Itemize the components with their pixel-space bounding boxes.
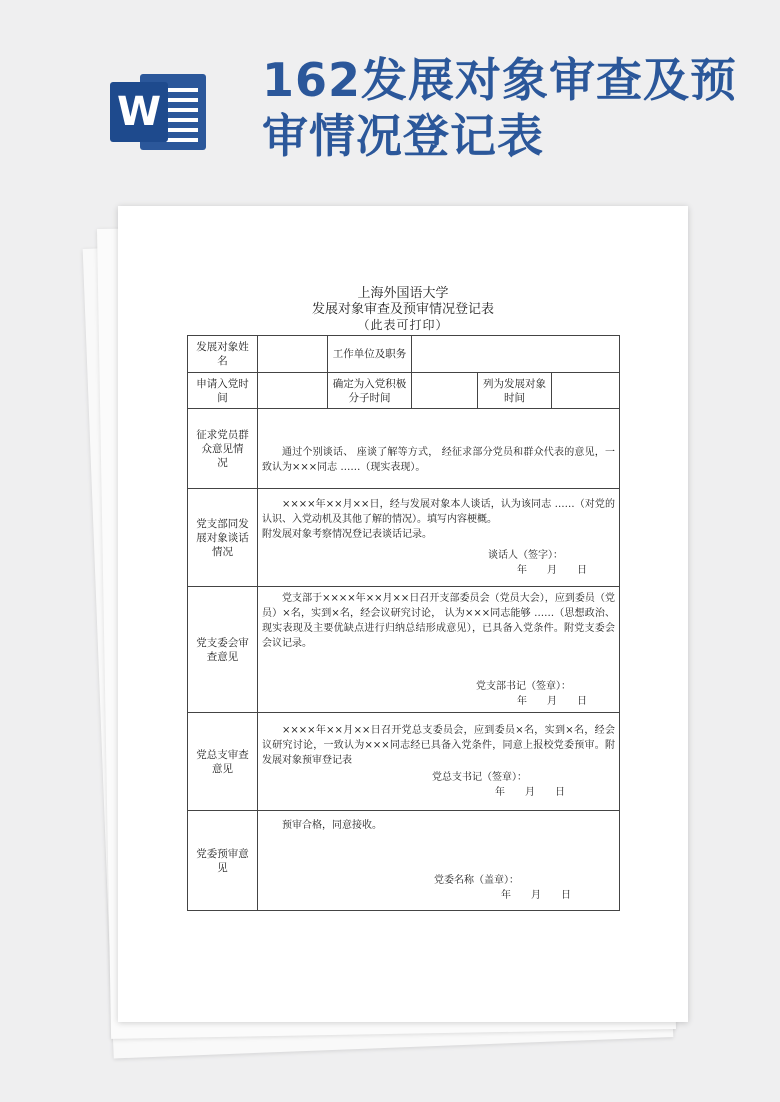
- apply-time-label: 申请入党时间: [188, 373, 258, 409]
- word-letter: W: [110, 82, 168, 142]
- talk-content: [258, 489, 620, 587]
- general-signature: 党总支书记（签章）：: [432, 772, 527, 783]
- school-name: 上海外国语大学: [357, 286, 449, 301]
- talk-text: ××××年××月××日，经与发展对象本人谈话，认为该同志 ……（对党的认识、入党动机及其他了解的情况）。填写内容梗概。: [262, 499, 615, 525]
- work-value: [412, 336, 620, 373]
- form-row-committee: [188, 811, 620, 911]
- committee-text: 预审合格，同意接收。: [282, 820, 382, 831]
- committee-date: 年 月 日: [501, 890, 571, 901]
- print-note: （此表可打印）: [357, 318, 449, 332]
- opinion-content: [258, 409, 620, 489]
- document-page: [118, 206, 688, 1022]
- general-content: [258, 713, 620, 811]
- word-document-icon: [110, 68, 210, 154]
- registration-form: [187, 335, 620, 911]
- general-date: 年 月 日: [495, 787, 565, 798]
- talk-signature: 谈话人（签字）：: [488, 550, 563, 561]
- general-text: ××××年××月××日召开党总支委员会，应到委员×名，实到×名，经会议研究讨论，一致认为×××同志经已具备入党条件，同意上报校党委预审。附发展对象预审登记表: [262, 725, 615, 766]
- development-time-value: [552, 373, 620, 409]
- form-row-branch: [188, 587, 620, 713]
- talk-date: 年 月 日: [517, 565, 587, 576]
- opinion-text: 通过个别谈话、 座谈了解等方式， 经征求部分党员和群众代表的意见，一致认为×××同志 ……（现实表现）。: [262, 446, 615, 473]
- branch-text: 党支部于××××年××月××日召开支部委员会（党员大会），应到委员（党员）×名，实到×名，经会议研究讨论， 认为×××同志能够 ……（思想政治、现实表现及主要优缺点进行归纳总结形成意见），已具备入党条件。附党支委会会议记录。: [262, 592, 615, 649]
- branch-date: 年 月 日: [517, 695, 587, 707]
- activist-time-label: 确定为入党积极分子时间: [328, 373, 412, 409]
- form-row-name: [188, 336, 620, 373]
- form-row-general: [188, 713, 620, 811]
- form-row-opinion: [188, 409, 620, 489]
- form-row-talk: [188, 489, 620, 587]
- committee-signature: 党委名称（盖章）：: [434, 875, 519, 886]
- work-label: 工作单位及职务: [328, 336, 412, 373]
- opinion-label: 征求党员群众意见情 况: [188, 409, 258, 489]
- banner-title: 162发展对象审查及预审情况登记表: [262, 53, 738, 163]
- committee-label: 党委预审意见: [188, 811, 258, 911]
- talk-label: 党支部同发展对象谈话情况: [188, 489, 258, 587]
- branch-content: [258, 587, 620, 713]
- branch-signature: 党支部书记（签章）：: [476, 680, 571, 692]
- general-label: 党总支审查意见: [188, 713, 258, 811]
- form-row-dates: [188, 373, 620, 409]
- talk-attachment: 附发展对象考察情况登记表谈话记录。: [262, 529, 432, 540]
- committee-content: [258, 811, 620, 911]
- development-time-label: 列为发展对象时间: [478, 373, 552, 409]
- apply-time-value: [258, 373, 328, 409]
- activist-time-value: [412, 373, 478, 409]
- name-label: 发展对象姓 名: [188, 336, 258, 373]
- branch-label: 党支委会审查意见: [188, 587, 258, 713]
- document-title: 发展对象审查及预审情况登记表: [311, 302, 494, 317]
